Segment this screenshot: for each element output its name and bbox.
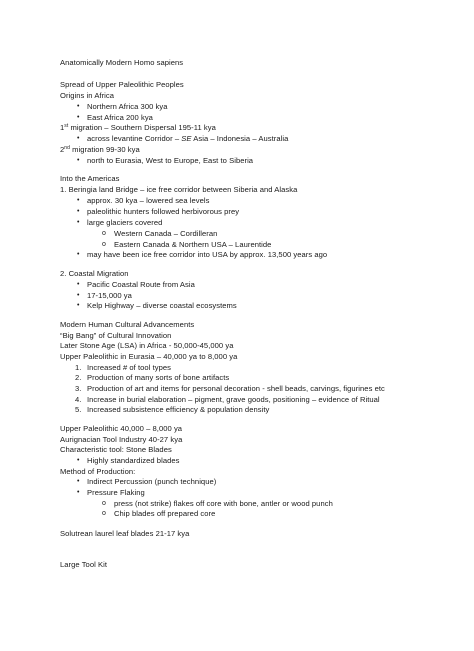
list-item: north to Eurasia, West to Europe, East to Siberia bbox=[87, 156, 254, 165]
numbered-item: Increased # of tool types bbox=[87, 363, 171, 372]
list-item: Highly standardized blades bbox=[87, 456, 180, 465]
solutrean-line: Solutrean laurel leaf blades 21-17 kya bbox=[60, 529, 190, 538]
bullet-icon: • bbox=[77, 302, 80, 309]
bullet-icon: • bbox=[77, 135, 80, 142]
bullet-icon: • bbox=[77, 457, 80, 464]
list-item: paleolithic hunters followed herbivorous prey bbox=[87, 207, 240, 216]
coastal-heading: 2. Coastal Migration bbox=[60, 269, 129, 278]
sub-bullet-icon: o bbox=[102, 230, 106, 237]
bullet-icon: • bbox=[77, 292, 80, 299]
sub-bullet-icon: o bbox=[102, 510, 106, 517]
list-item: approx. 30 kya – lowered sea levels bbox=[87, 196, 210, 205]
bullet-icon: • bbox=[77, 219, 80, 226]
list-item: across levantine Corridor – SE Asia – Indonesia – Australia bbox=[87, 134, 289, 143]
bullet-icon: • bbox=[77, 281, 80, 288]
list-item: large glaciers covered bbox=[87, 218, 163, 227]
list-number: 5. bbox=[75, 405, 82, 414]
aurignacian-line: Aurignacian Tool Industry 40-27 kya bbox=[60, 435, 183, 444]
migration-2-heading: 2nd migration 99-30 kya bbox=[60, 145, 140, 154]
upper-paleolithic-line: Upper Paleolithic 40,000 – 8,000 ya bbox=[60, 424, 183, 433]
sub-bullet-icon: o bbox=[102, 241, 106, 248]
numbered-item: Increase in burial elaboration – pigment, grave goods, positioning – evidence of Ritual bbox=[87, 395, 380, 404]
list-number: 2. bbox=[75, 373, 82, 382]
section-heading-culture: Modern Human Cultural Advancements bbox=[60, 320, 195, 329]
list-item: Pressure Flaking bbox=[87, 488, 145, 497]
list-number: 1. bbox=[75, 363, 82, 372]
list-item: may have been ice free corridor into USA by approx. 13,500 years ago bbox=[87, 250, 328, 259]
bullet-icon: • bbox=[77, 478, 80, 485]
bullet-icon: • bbox=[77, 208, 80, 215]
list-number: 3. bbox=[75, 384, 82, 393]
bullet-icon: • bbox=[77, 251, 80, 258]
list-number: 4. bbox=[75, 395, 82, 404]
sub-list-item: Eastern Canada & Northern USA – Laurentide bbox=[114, 240, 272, 249]
bullet-icon: • bbox=[77, 114, 80, 121]
origins-heading: Origins in Africa bbox=[60, 91, 115, 100]
list-item: Indirect Percussion (punch technique) bbox=[87, 477, 217, 486]
bullet-icon: • bbox=[77, 103, 80, 110]
sub-bullet-icon: o bbox=[102, 500, 106, 507]
list-item: Northern Africa 300 kya bbox=[87, 102, 168, 111]
numbered-item: Increased subsistence efficiency & population density bbox=[87, 405, 270, 414]
section-heading-spread: Spread of Upper Paleolithic Peoples bbox=[60, 80, 184, 89]
list-item: 17-15,000 ya bbox=[87, 291, 132, 300]
large-tool-kit-line: Large Tool Kit bbox=[60, 560, 107, 569]
migration-1-heading: 1st migration – Southern Dispersal 195-11 kya bbox=[60, 123, 216, 132]
document-title: Anatomically Modern Homo sapiens bbox=[60, 58, 184, 67]
sub-list-item: press (not strike) flakes off core with bone, antler or wood punch bbox=[114, 499, 333, 508]
bullet-icon: • bbox=[77, 489, 80, 496]
bullet-icon: • bbox=[77, 197, 80, 204]
numbered-item: Production of many sorts of bone artifacts bbox=[87, 373, 230, 382]
sub-list-item: Chip blades off prepared core bbox=[114, 509, 216, 518]
numbered-item: Production of art and items for personal decoration - shell beads, carvings, figurines etc bbox=[87, 384, 385, 393]
beringia-heading: 1. Beringia land Bridge – ice free corridor between Siberia and Alaska bbox=[60, 185, 298, 194]
section-heading-americas: Into the Americas bbox=[60, 174, 120, 183]
bullet-icon: • bbox=[77, 157, 80, 164]
list-item: East Africa 200 kya bbox=[87, 113, 153, 122]
method-heading: Method of Production: bbox=[60, 467, 136, 476]
lsa-line: Later Stone Age (LSA) in Africa - 50,000-45,000 ya bbox=[60, 341, 234, 350]
sub-list-item: Western Canada – Cordilleran bbox=[114, 229, 218, 238]
big-bang-line: “Big Bang” of Cultural Innovation bbox=[60, 331, 172, 340]
upe-line: Upper Paleolithic in Eurasia – 40,000 ya to 8,000 ya bbox=[60, 352, 238, 361]
list-item: Pacific Coastal Route from Asia bbox=[87, 280, 195, 289]
list-item: Kelp Highway – diverse coastal ecosystems bbox=[87, 301, 237, 310]
characteristic-line: Characteristic tool: Stone Blades bbox=[60, 445, 172, 454]
